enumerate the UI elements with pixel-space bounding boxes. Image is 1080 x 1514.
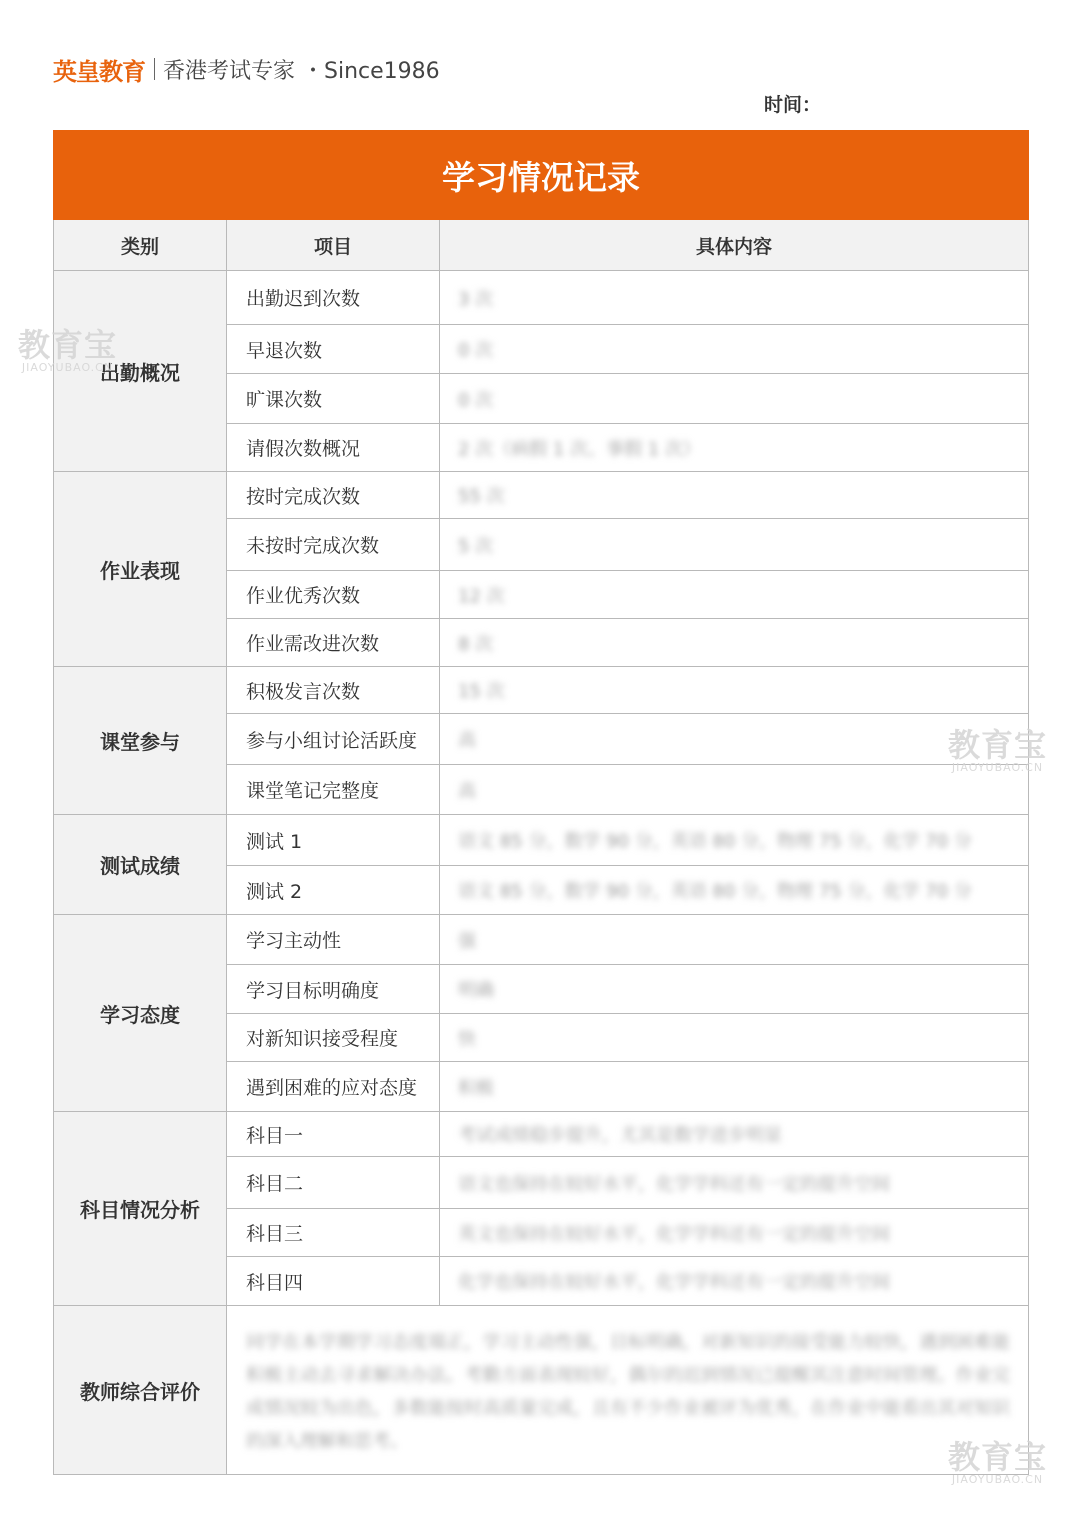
content-value: 15 次 [458,681,505,702]
item-cell: 早退次数 [227,325,440,374]
content-value: 考试成绩稳步提升，尤其是数学进步明显 [458,1125,782,1146]
content-value: 语文也保持在较好水平，化学学科还有一定的提升空间 [458,1173,890,1195]
item-cell: 对新知识接受程度 [227,1014,440,1062]
column-header-content: 具体内容 [440,220,1029,271]
column-header-item: 项目 [227,220,440,271]
content-value: 明确 [458,980,494,1001]
category-cell: 科目情况分析 [54,1112,227,1306]
content-cell [440,1062,1029,1112]
category-cell: 课堂参与 [54,667,227,815]
content-cell [440,424,1029,472]
content-cell [440,1257,1029,1306]
title-row [54,131,1029,220]
content-cell [440,765,1029,815]
header-divider [154,58,155,80]
content-cell [440,915,1029,965]
page-header [53,52,440,86]
item-cell: 学习目标明确度 [227,965,440,1014]
study-record-table [53,130,1029,1475]
column-header-category: 类别 [54,220,227,271]
teacher-comment-row [54,1306,1029,1475]
item-cell: 学习主动性 [227,915,440,965]
content-cell [440,667,1029,714]
content-value: 5 次 [458,535,494,557]
content-cell [440,1157,1029,1209]
item-cell: 测试 1 [227,815,440,866]
brand-logo: 英皇教育 [53,57,145,86]
content-cell [440,472,1029,519]
table-row [54,1112,1029,1157]
content-value: 积极 [458,1077,494,1099]
content-value: 高 [458,730,476,751]
content-cell [440,965,1029,1014]
item-cell: 出勤迟到次数 [227,271,440,325]
item-cell: 作业需改进次数 [227,619,440,667]
content-value: 0 次 [458,389,494,411]
item-cell: 旷课次数 [227,374,440,424]
category-cell: 教师综合评价 [54,1306,227,1475]
item-cell: 科目三 [227,1209,440,1257]
item-cell: 未按时完成次数 [227,519,440,571]
item-cell: 作业优秀次数 [227,571,440,619]
table-row [54,915,1029,965]
content-value: 英文也保持在较好水平，化学学科还有一定的提升空间 [458,1223,890,1245]
content-cell [440,374,1029,424]
content-value: 强 [458,930,476,952]
content-value: 2 次（病假 1 次、事假 1 次） [458,438,701,460]
content-value: 语文 85 分，数学 90 分，英语 80 分，物理 75 分，化学 70 分 [458,831,972,852]
header-row [54,220,1029,271]
item-cell: 参与小组讨论活跃度 [227,714,440,765]
content-value: 语文 85 分，数学 90 分，英语 80 分，物理 75 分，化学 70 分 [458,881,972,902]
content-cell [440,1014,1029,1062]
content-value: 化学也保持在较好水平，化学学科还有一定的提升空间 [458,1272,890,1293]
content-value: 3 次 [458,288,494,310]
table-title: 学习情况记录 [54,131,1029,220]
content-value: 55 次 [458,486,505,507]
content-cell [440,714,1029,765]
content-value: 快 [458,1028,476,1050]
content-cell [440,325,1029,374]
watermark-logo: 教育宝 JIAOYUBAO.CN [948,726,1048,774]
item-cell: 科目一 [227,1112,440,1157]
teacher-comment-text: 同学在本学期学习态度端正，学习主动性强，目标明确，对新知识的接受能力较快，遇到困难能积极主动去寻求解决办法。考勤方面表现较好，偶尔的迟到情况已提醒其注意时间管理。作业完成情况较为出色，多数能按时高质量完成，且有不少作业被评为优秀，在作业中能看出其对知识的深入理解和思考。 [246,1332,1011,1452]
category-cell: 学习态度 [54,915,227,1112]
watermark-logo: 教育宝 JIAOYUBAO.CN [18,326,118,374]
category-cell: 作业表现 [54,472,227,667]
item-cell: 科目四 [227,1257,440,1306]
content-cell [440,1209,1029,1257]
time-label: 时间： [764,94,822,116]
content-cell [440,1112,1029,1157]
content-value: 高 [458,780,476,802]
item-cell: 请假次数概况 [227,424,440,472]
table-row [54,815,1029,866]
item-cell: 按时完成次数 [227,472,440,519]
content-cell [440,815,1029,866]
item-cell: 课堂笔记完整度 [227,765,440,815]
content-cell [440,271,1029,325]
content-value: 8 次 [458,633,494,655]
item-cell: 科目二 [227,1157,440,1209]
item-cell: 遇到困难的应对态度 [227,1062,440,1112]
content-cell [440,519,1029,571]
content-cell [440,619,1029,667]
table-row [54,472,1029,519]
teacher-comment-cell [227,1306,1029,1475]
category-cell: 出勤概况 [54,271,227,472]
watermark-logo: 教育宝 JIAOYUBAO.CN [948,1438,1048,1486]
table-row [54,271,1029,325]
table-row [54,667,1029,714]
content-cell [440,866,1029,915]
item-cell: 积极发言次数 [227,667,440,714]
content-value: 12 次 [458,585,505,607]
category-cell: 测试成绩 [54,815,227,915]
item-cell: 测试 2 [227,866,440,915]
content-value: 0 次 [458,340,494,361]
brand-tagline: 香港考试专家 ・Since1986 [163,58,440,84]
content-cell [440,571,1029,619]
